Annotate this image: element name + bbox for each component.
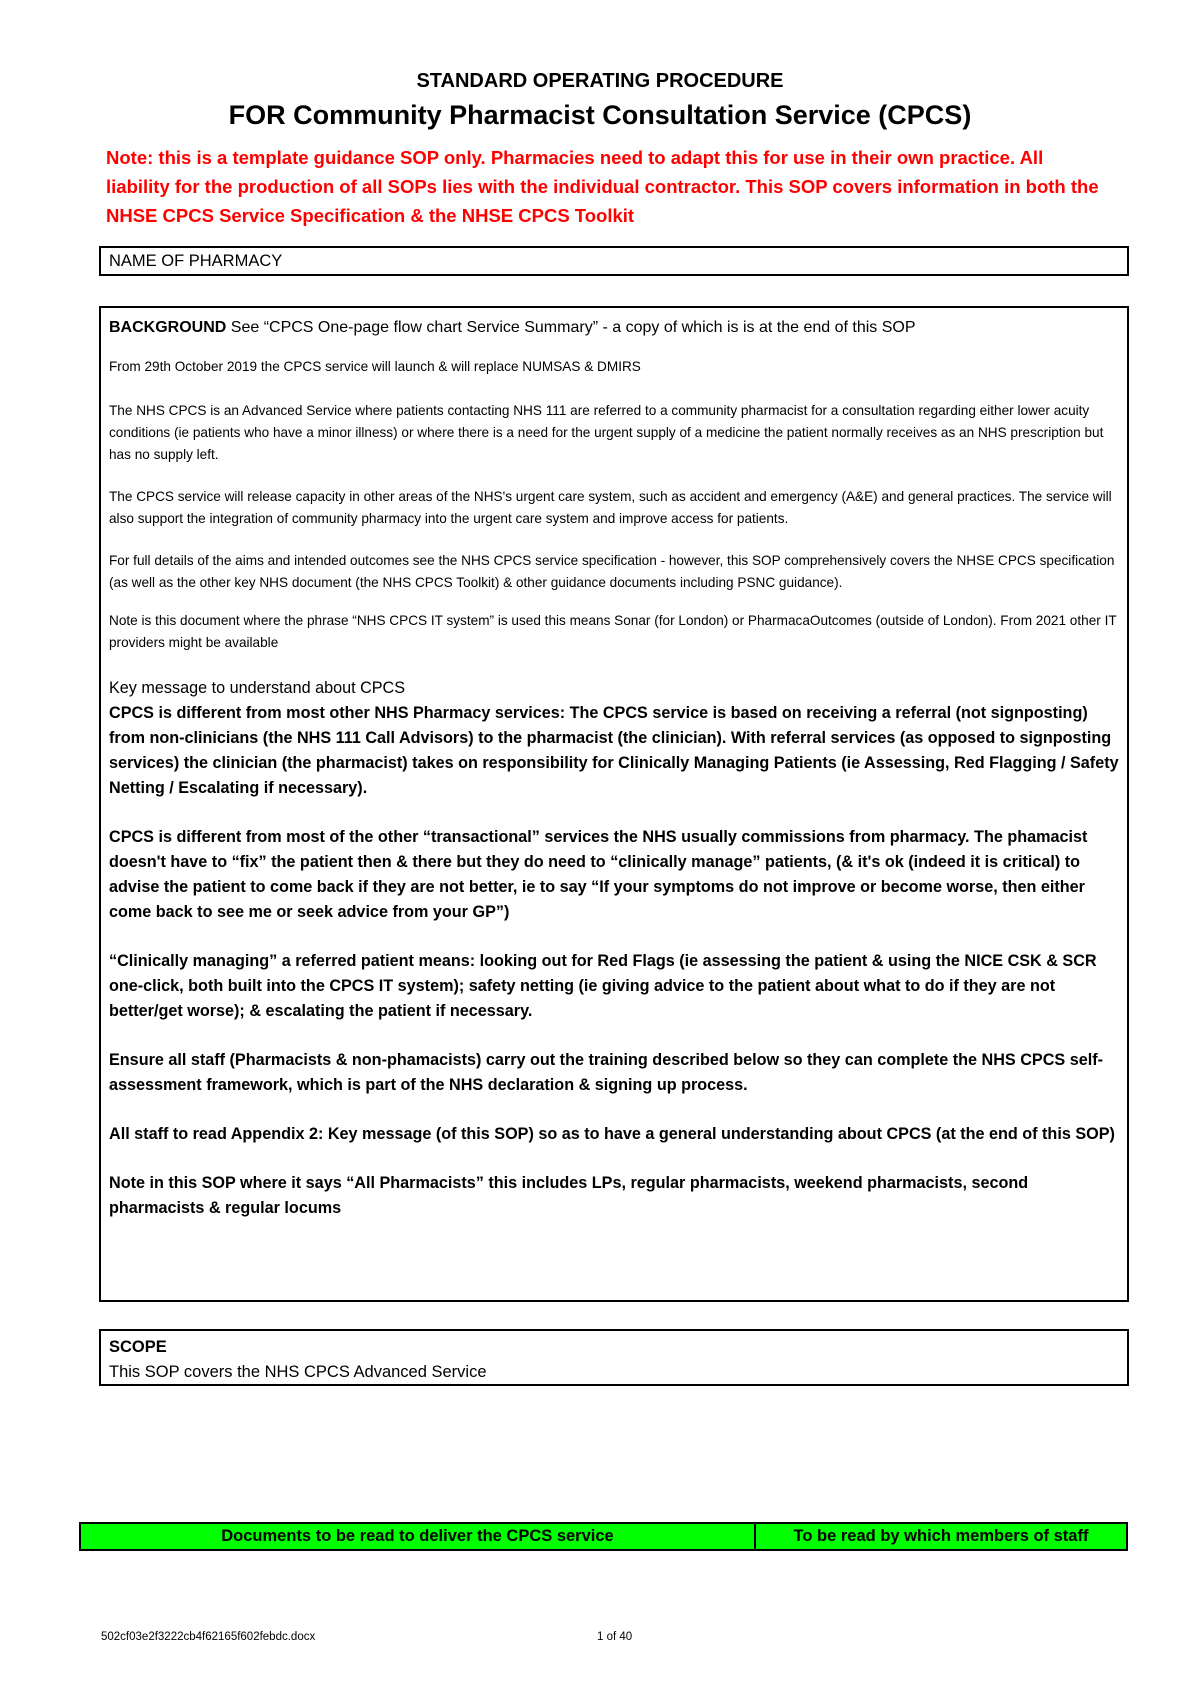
- key-message-4: Ensure all staff (Pharmacists & non-phamacists) carry out the training described below so they can complete the NHS CPCS self-assessment framework, which is part of the NHS declaration & signing up process.: [109, 1051, 1103, 1094]
- background-heading: BACKGROUND: [109, 319, 227, 336]
- key-message-2: CPCS is different from most of the other “transactional” services the NHS usually commissions from pharmacy. The phamacist doesn't have to “fix” the patient then & there but they do need to “clinically manage” patients, (& it's ok (indeed it is critical) to advise the patient to come back if they are not better, ie to say “If your symptoms do not improve or become worse, then either come back to see me or seek advice from your GP”): [109, 828, 1088, 921]
- pharmacy-name-label: NAME OF PHARMACY: [109, 252, 283, 270]
- launch-date-text: From 29th October 2019 the CPCS service will launch & will replace NUMSAS & DMIRS: [109, 359, 641, 374]
- scope-section: [99, 1329, 1129, 1386]
- background-para-1: The NHS CPCS is an Advanced Service where patients contacting NHS 111 are referred to a community pharmacist for a consultation regarding either lower acuity conditions (ie patients who have a minor illness) or where there is a need for the urgent supply of a medicine the patient normally receives as an NHS prescription but has no supply left.: [109, 403, 1104, 462]
- key-message-6: Note in this SOP where it says “All Pharmacists” this includes LPs, regular pharmacists, weekend pharmacists, second pharmacists & regular locums: [109, 1174, 1029, 1217]
- key-message-5: All staff to read Appendix 2: Key message (of this SOP) so as to have a general understanding about CPCS (at the end of this SOP): [109, 1125, 1115, 1143]
- key-message-1: CPCS is different from most other NHS Pharmacy services: The CPCS service is based on receiving a referral (not signposting) from non-clinicians (the NHS 111 Call Advisors) to the pharmacist (the clinician). With referral services (as opposed to signposting services) the clinician (the pharmacist) takes on responsibility for Clinically Managing Patients (ie Assessing, Red Flagging / Safety Netting / Escalating if necessary).: [109, 704, 1119, 797]
- documents-column-header: Documents to be read to deliver the CPCS service: [81, 1524, 756, 1549]
- scope-text: This SOP covers the NHS CPCS Advanced Service: [109, 1363, 487, 1381]
- key-message-3: “Clinically managing” a referred patient means: looking out for Red Flags (ie assessing the patient & using the NICE CSK & SCR one-click, both built into the CPCS IT system); safety netting (ie giving advice to the patient about what to do if they are not better/get worse); & escalating the patient if necessary.: [109, 952, 1097, 1020]
- background-para-4: Note is this document where the phrase “NHS CPCS IT system” is used this means Sonar (for London) or PharmacaOutcomes (outside of London). From 2021 other IT providers might be available: [109, 613, 1117, 650]
- template-note: Note: this is a template guidance SOP only. Pharmacies need to adapt this for use in their own practice. All liability for the production of all SOPs lies with the individual contractor. This SOP covers information in both the NHSE CPCS Service Specification & the NHSE CPCS Toolkit: [106, 147, 1099, 226]
- sop-subtitle: FOR Community Pharmacist Consultation Service (CPCS): [228, 100, 972, 130]
- sop-title: STANDARD OPERATING PROCEDURE: [416, 70, 784, 92]
- pharmacy-name-box: [99, 246, 1129, 276]
- scope-heading: SCOPE: [109, 1338, 167, 1356]
- key-message-heading: Key message to understand about CPCS: [109, 679, 406, 697]
- footer-page-number: 1 of 40: [597, 1631, 633, 1643]
- background-heading-line: [109, 316, 1119, 340]
- documents-table-header: [79, 1522, 1128, 1551]
- background-heading-rest: See “CPCS One-page flow chart Service Summary” - a copy of which is is at the end of this SOP: [226, 319, 916, 336]
- background-para-3: For full details of the aims and intended outcomes see the NHS CPCS service specification - however, this SOP comprehensively covers the NHSE CPCS specification (as well as the other key NHS document (the NHS CPCS Toolkit) & other guidance documents including PSNC guidance).: [109, 553, 1115, 590]
- background-para-2: The CPCS service will release capacity in other areas of the NHS's urgent care system, such as accident and emergency (A&E) and general practices. The service will also support the integration of community pharmacy into the urgent care system and improve access for patients.: [109, 489, 1112, 526]
- footer-filename: 502cf03e2f3222cb4f62165f602febdc.docx: [101, 1631, 316, 1643]
- staff-column-header: To be read by which members of staff: [793, 1527, 1089, 1545]
- background-section: [99, 306, 1129, 1302]
